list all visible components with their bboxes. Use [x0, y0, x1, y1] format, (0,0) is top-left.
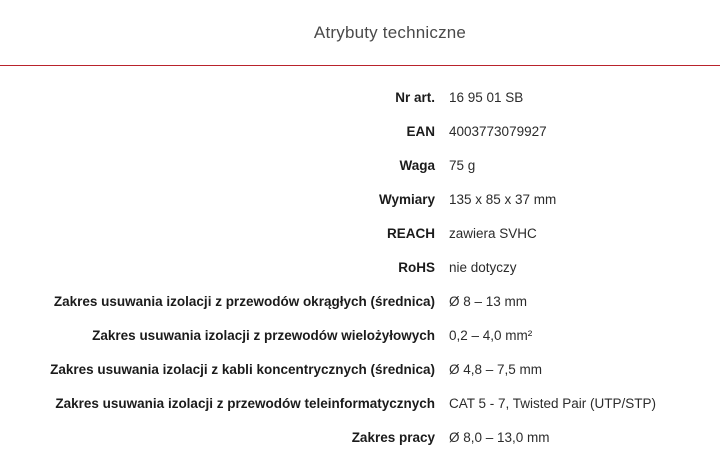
spec-label: Zakres usuwania izolacji z kabli koncentrycznych (średnica)	[50, 361, 435, 377]
page-title: Atrybuty techniczne	[313, 22, 467, 42]
spec-label: RoHS	[398, 259, 435, 275]
table-row	[0, 250, 720, 284]
spec-label: Zakres usuwania izolacji z przewodów wielożyłowych	[92, 327, 435, 343]
table-row	[0, 318, 720, 352]
spec-value: nie dotyczy	[449, 259, 517, 275]
table-row	[0, 284, 720, 318]
spec-value: Ø 8,0 – 13,0 mm	[449, 429, 550, 445]
spec-value: Ø 8 – 13 mm	[449, 293, 528, 309]
table-row	[0, 80, 720, 114]
spec-label: REACH	[386, 225, 435, 241]
specifications-body	[0, 80, 720, 454]
header-divider	[0, 65, 720, 66]
table-row	[0, 386, 720, 420]
table-row	[0, 216, 720, 250]
spec-value: 135 x 85 x 37 mm	[449, 191, 557, 207]
spec-label: Zakres usuwania izolacji z przewodów teleinformatycznych	[55, 395, 435, 411]
spec-value: CAT 5 - 7, Twisted Pair (UTP/STP)	[449, 395, 657, 411]
table-row	[0, 114, 720, 148]
spec-label: EAN	[406, 123, 435, 139]
table-row	[0, 148, 720, 182]
spec-label: Zakres pracy	[351, 429, 435, 445]
spec-value: Ø 4,8 – 7,5 mm	[449, 361, 543, 377]
spec-label: Zakres usuwania izolacji z przewodów okrągłych (średnica)	[53, 293, 435, 309]
page-header	[0, 0, 720, 65]
spec-value: zawiera SVHC	[449, 225, 537, 241]
spec-label: Waga	[399, 157, 435, 173]
spec-value: 75 g	[449, 157, 476, 173]
table-row	[0, 182, 720, 216]
spec-label: Nr art.	[395, 89, 435, 105]
table-row	[0, 420, 720, 454]
spec-value: 4003773079927	[449, 123, 547, 139]
spec-value: 0,2 – 4,0 mm²	[449, 327, 533, 343]
table-row	[0, 352, 720, 386]
spec-value: 16 95 01 SB	[449, 89, 524, 105]
spec-label: Wymiary	[378, 191, 435, 207]
specifications-table	[0, 80, 720, 454]
